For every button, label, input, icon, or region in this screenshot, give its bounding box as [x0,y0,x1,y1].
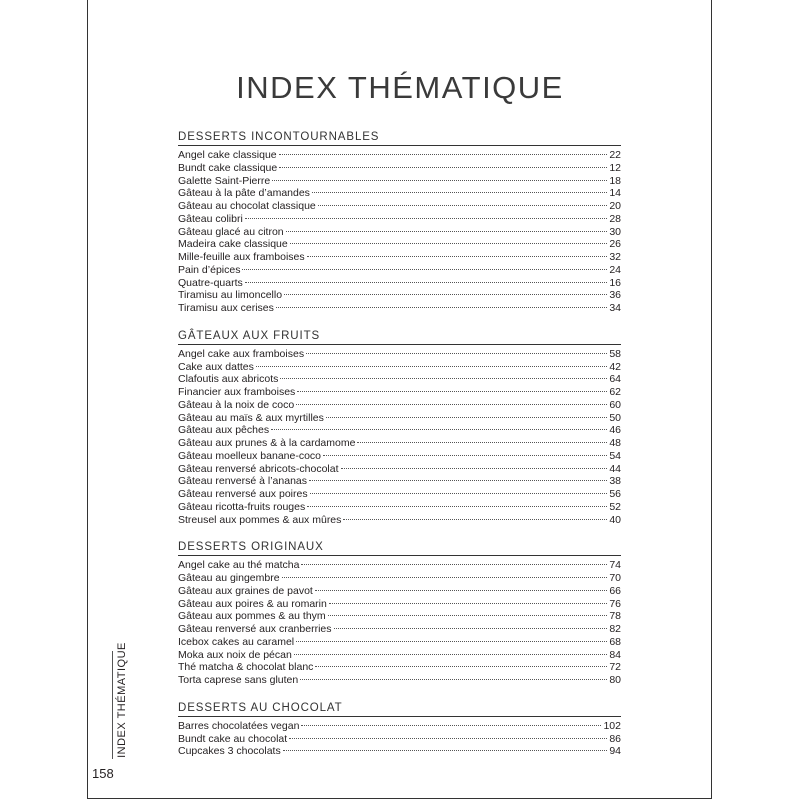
entry-page-number: 20 [609,200,621,212]
entry-page-number: 16 [609,276,621,289]
entry-page-number: 56 [609,488,621,500]
dot-leader [312,192,607,193]
entry-page-number: 30 [609,225,621,238]
dot-leader [279,154,608,155]
dot-leader [301,725,601,726]
dot-leader [279,167,607,168]
entry-page-number: 14 [609,187,621,200]
section-heading: DESSERTS AU CHOCOLAT [178,701,621,717]
entry-name: Bundt cake au chocolat [178,732,288,745]
entry-page-number: 18 [609,174,621,187]
dot-leader [343,519,607,520]
entry-name: Thé matcha & chocolat blanc [178,661,314,674]
dot-leader [272,180,607,181]
dot-leader [245,282,608,283]
dot-leader [329,603,607,604]
index-entry [178,661,621,674]
entry-page-number: 78 [609,610,621,623]
entry-list [178,559,621,687]
dot-leader [297,391,607,392]
index-entry [178,424,621,437]
index-entry [178,636,621,649]
index-entry [178,264,621,277]
entry-page-number: 94 [609,745,621,758]
entry-name: Gâteau au maïs & aux myrtilles [178,411,324,424]
entry-page-number: 40 [609,513,621,526]
dot-leader [256,366,607,367]
entry-page-number: 76 [609,597,621,610]
index-entry [178,277,621,290]
dot-leader [334,628,608,629]
entry-page-number: 60 [609,398,621,411]
index-entry [178,437,621,450]
entry-page-number: 72 [609,661,621,674]
entry-page-number: 26 [609,238,621,251]
entry-page-number: 68 [609,635,621,648]
dot-leader [315,666,607,667]
entry-page-number: 62 [609,386,621,398]
index-entry [178,386,621,399]
entry-page-number: 34 [609,302,621,314]
entry-name: Galette Saint-Pierre [178,174,271,187]
dot-leader [284,294,607,295]
section-gap [178,315,621,329]
index-entry [178,412,621,425]
index-entry [178,598,621,611]
index-entry [178,238,621,251]
dot-leader [286,231,608,232]
entry-name: Gâteau aux pêches [178,424,270,437]
dot-leader [301,564,607,565]
entry-page-number: 54 [609,449,621,462]
entry-name: Gâteau aux graines de pavot [178,584,313,597]
index-entry [178,450,621,463]
entry-name: Gâteau moelleux banane-coco [178,449,322,462]
index-entry [178,649,621,662]
entry-name: Angel cake au thé matcha [178,559,300,572]
index-entry [178,674,621,687]
index-entry [178,187,621,200]
index-entry [178,610,621,623]
entry-name: Gâteau au gingembre [178,572,280,584]
entry-name: Gâteau colibri [178,212,243,225]
dot-leader [310,493,608,494]
index-entry [178,361,621,374]
dot-leader [341,468,608,469]
index-section [178,130,621,315]
entry-page-number: 36 [609,289,621,302]
dot-leader [328,615,608,616]
entry-name: Barres chocolatées vegan [178,719,300,732]
dot-leader [307,506,607,507]
index-entry [178,175,621,188]
entry-page-number: 64 [609,373,621,386]
entry-name: Mille-feuille aux framboises [178,251,305,263]
entry-name: Quatre-quarts [178,276,243,289]
index-entry [178,745,621,758]
dot-leader [242,269,607,270]
entry-page-number: 38 [609,475,621,488]
dot-leader [357,442,607,443]
index-entry [178,720,621,733]
dot-leader [306,353,607,354]
dot-leader [271,429,607,430]
dot-leader [280,378,607,379]
entry-page-number: 48 [609,437,621,449]
index-entry [178,463,621,476]
entry-name: Moka aux noix de pécan [178,648,292,661]
entry-list [178,720,621,758]
entry-page-number: 52 [609,500,621,513]
entry-name: Madeira cake classique [178,238,288,251]
dot-leader [296,641,607,642]
entry-list [178,149,621,315]
page-title: INDEX THÉMATIQUE [236,70,564,105]
entry-page-number: 50 [609,411,621,424]
entry-name: Gâteau renversé abricots-chocolat [178,462,339,475]
entry-page-number: 84 [609,648,621,661]
entry-name: Bundt cake classique [178,161,278,174]
entry-name: Gâteau aux poires & au romarin [178,597,327,610]
entry-page-number: 74 [609,559,621,572]
side-running-label: INDEX THÉMATIQUE [116,642,128,758]
entry-name: Gâteau à la noix de coco [178,398,295,411]
entry-page-number: 44 [609,462,621,475]
entry-page-number: 102 [603,719,621,732]
dot-leader [283,750,608,751]
entry-page-number: 28 [609,212,621,225]
dot-leader [318,205,608,206]
index-entry [178,213,621,226]
dot-leader [276,307,607,308]
entry-name: Cupcakes 3 chocolats [178,745,281,758]
index-entry [178,488,621,501]
entry-name: Clafoutis aux abricots [178,373,279,386]
entry-page-number: 42 [609,360,621,373]
entry-name: Gâteau à la pâte d’amandes [178,187,310,200]
dot-leader [307,256,608,257]
entry-page-number: 82 [609,623,621,635]
dot-leader [296,404,607,405]
index-entry [178,226,621,239]
index-content [178,130,621,758]
index-entry [178,149,621,162]
entry-page-number: 12 [609,161,621,174]
entry-name: Tiramisu au limoncello [178,289,283,302]
index-entry [178,200,621,213]
section-gap [178,526,621,540]
dot-leader [290,243,608,244]
entry-name: Gâteau au chocolat classique [178,200,316,212]
index-entry [178,251,621,264]
entry-name: Gâteau renversé à l’ananas [178,475,307,488]
dot-leader [309,480,607,481]
index-entry [178,623,621,636]
entry-name: Gâteau glacé au citron [178,225,284,238]
dot-leader [323,455,607,456]
dot-leader [282,577,608,578]
index-entry [178,162,621,175]
section-heading: DESSERTS INCONTOURNABLES [178,130,621,146]
entry-name: Icebox cakes au caramel [178,635,295,648]
dot-leader [294,654,607,655]
entry-page-number: 58 [609,347,621,360]
entry-name: Gâteau renversé aux poires [178,488,308,500]
index-entry [178,514,621,527]
entry-page-number: 32 [609,251,621,263]
entry-page-number: 46 [609,424,621,437]
dot-leader [326,417,607,418]
index-entry [178,572,621,585]
index-entry [178,559,621,572]
index-entry [178,289,621,302]
entry-name: Streusel aux pommes & aux mûres [178,513,342,526]
entry-name: Tiramisu aux cerises [178,302,274,314]
section-heading: DESSERTS ORIGINAUX [178,540,621,556]
entry-name: Gâteau aux prunes & à la cardamome [178,437,356,449]
index-entry [178,475,621,488]
dot-leader [289,738,607,739]
entry-page-number: 66 [609,584,621,597]
entry-page-number: 86 [609,732,621,745]
entry-name: Cake aux dattes [178,360,254,373]
index-entry [178,733,621,746]
index-section [178,540,621,687]
entry-name: Financier aux framboises [178,386,296,398]
entry-name: Gâteau aux pommes & au thym [178,610,326,623]
side-tab-rule [112,651,113,759]
dot-leader [245,218,608,219]
entry-page-number: 22 [609,149,621,161]
page-number: 158 [92,766,114,781]
index-entry [178,585,621,598]
entry-name: Gâteau renversé aux cranberries [178,623,332,635]
dot-leader [315,590,607,591]
section-heading: GÂTEAUX AUX FRUITS [178,329,621,345]
entry-name: Gâteau ricotta-fruits rouges [178,500,306,513]
index-entry [178,399,621,412]
index-entry [178,302,621,315]
entry-page-number: 80 [609,674,621,686]
entry-page-number: 70 [609,572,621,584]
entry-list [178,348,621,527]
entry-name: Torta caprese sans gluten [178,674,299,686]
entry-name: Angel cake classique [178,149,277,161]
entry-name: Pain d’épices [178,263,241,276]
entry-page-number: 24 [609,263,621,276]
index-entry [178,501,621,514]
index-entry [178,348,621,361]
section-gap [178,687,621,701]
entry-name: Angel cake aux framboises [178,347,305,360]
index-section [178,329,621,527]
index-section [178,701,621,758]
dot-leader [300,679,607,680]
index-entry [178,373,621,386]
